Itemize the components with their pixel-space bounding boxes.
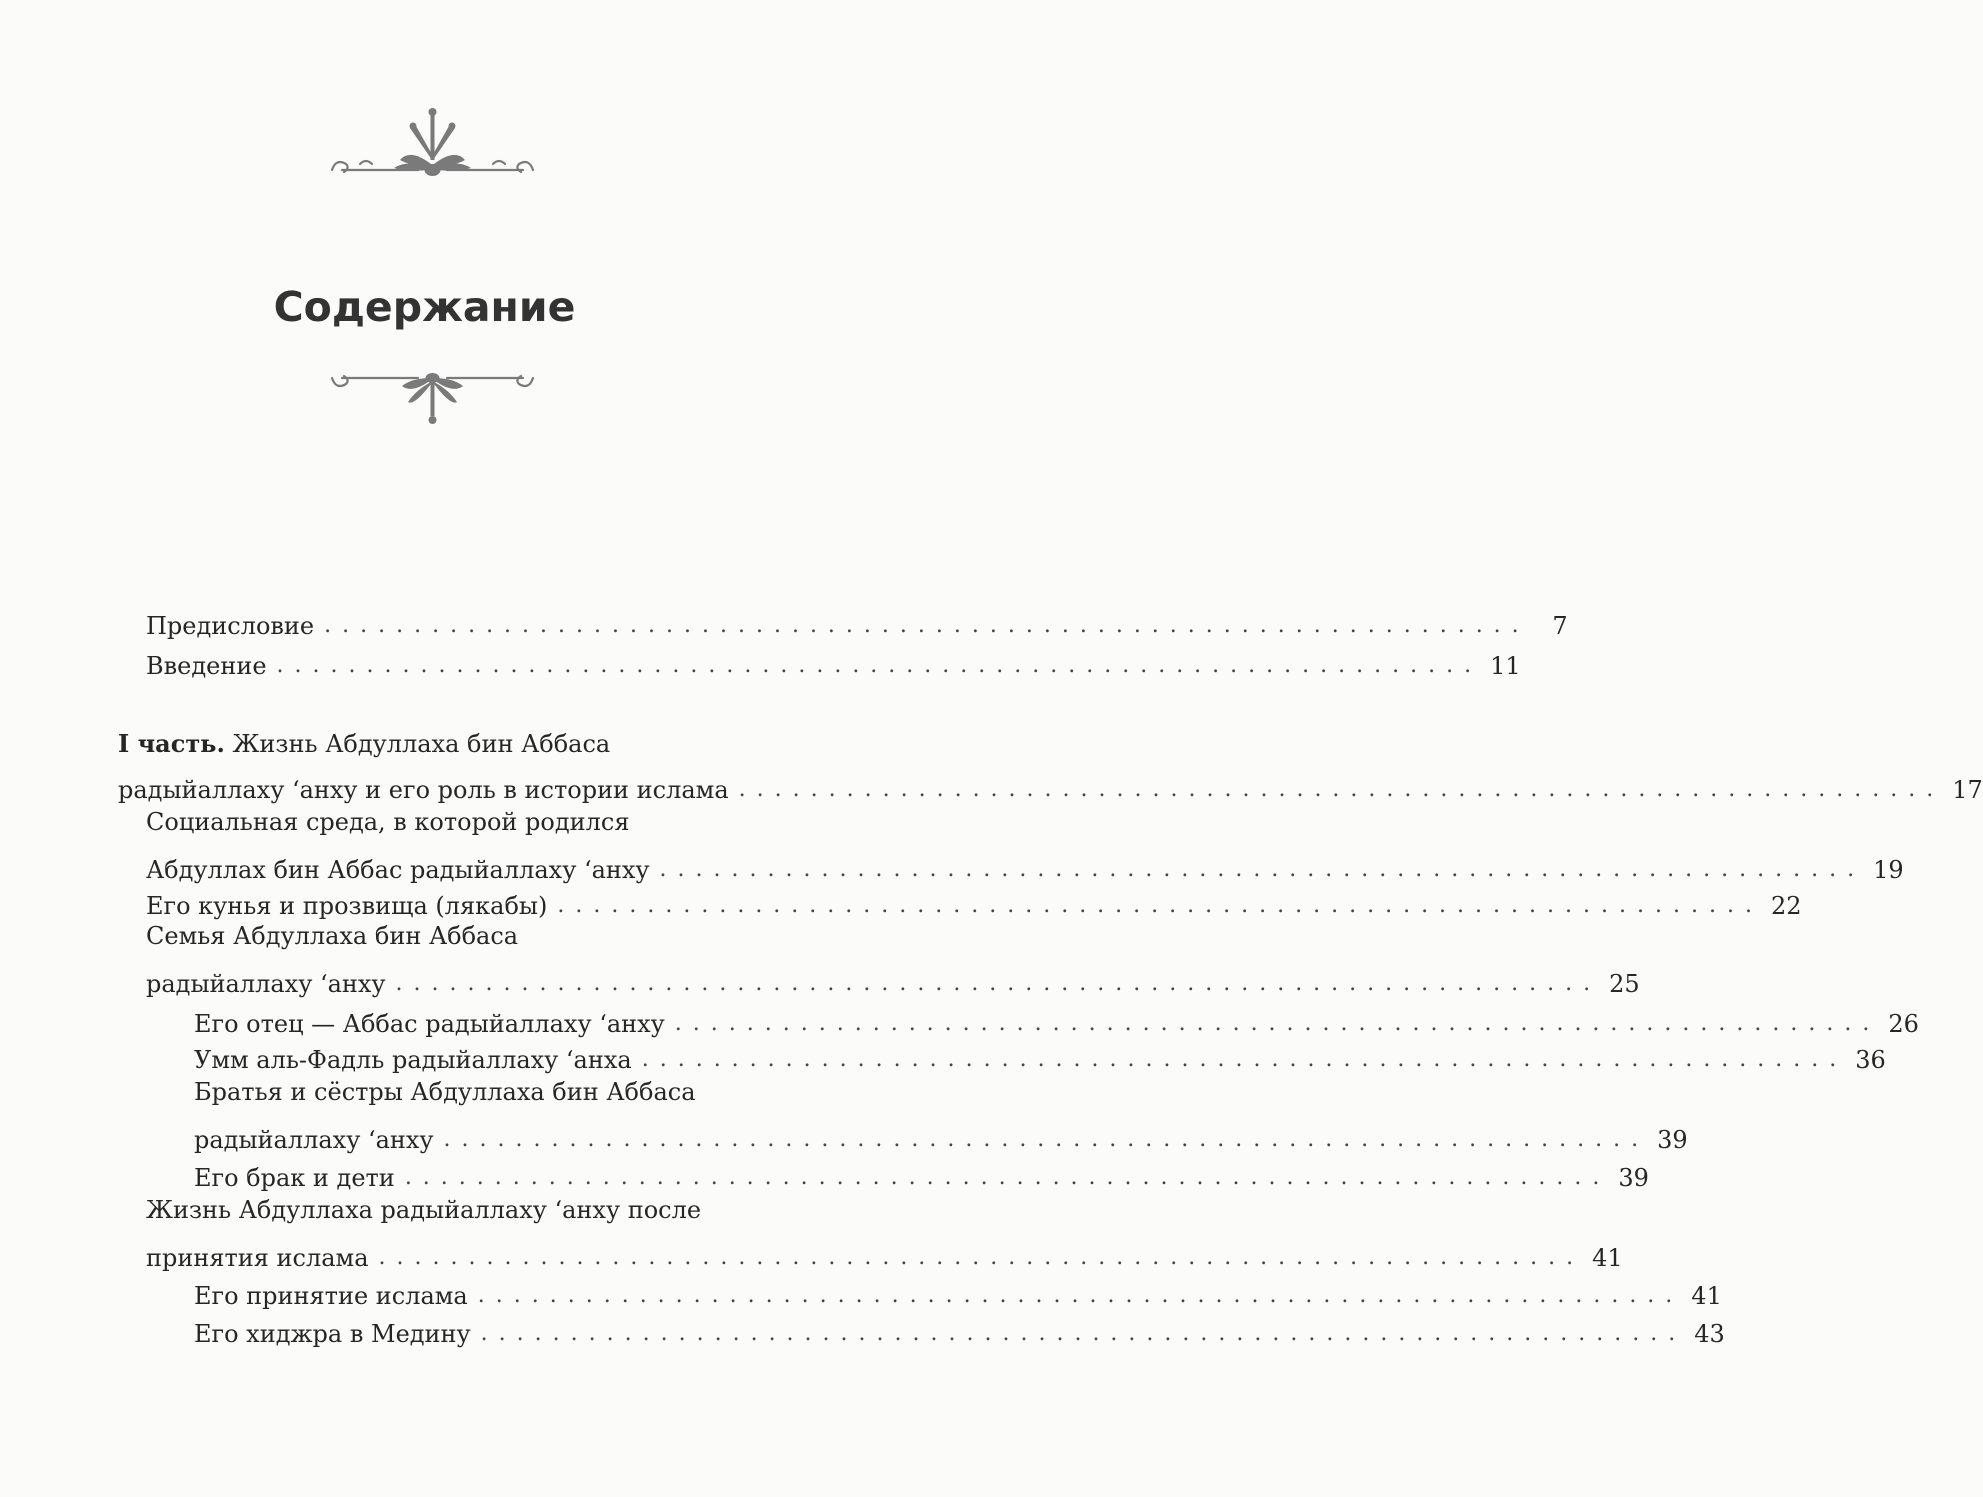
toc-entry-text: Его хиджра в Медину (194, 1320, 471, 1348)
toc-entry-part1[interactable] (118, 766, 1983, 806)
toc-page-number: 41 (1691, 1282, 1722, 1310)
toc-entry-text: Его брак и дети (194, 1164, 395, 1192)
toc-entry-sreda-heading[interactable] (146, 806, 797, 846)
toc-entry-zhizn[interactable] (146, 1234, 1623, 1274)
toc-page-number: 17 (1952, 776, 1983, 804)
toc-entry-part1-heading[interactable] (118, 728, 797, 768)
leader-dots: ................................................................... (659, 857, 1866, 882)
toc-entry-prinyatie[interactable] (194, 1272, 1722, 1312)
toc-entry-text: радыйаллаху ‘анху (194, 1126, 434, 1154)
toc-entry-predislovie[interactable] (146, 602, 1568, 642)
leader-dots: ................................................................... (674, 1011, 1881, 1036)
toc-entry-text: Его отец — Аббас радыйаллаху ‘анху (194, 1010, 665, 1038)
toc-page-number: 39 (1618, 1164, 1649, 1192)
toc-entry-bratya[interactable] (194, 1116, 1688, 1156)
leader-dots: ................................................................... (641, 1047, 1848, 1072)
toc-entry-text: Умм аль-Фадль радыйаллаху ‘анха (194, 1046, 632, 1074)
leader-dots: ................................................................... (443, 1127, 1650, 1152)
toc-page-number: 36 (1855, 1046, 1886, 1074)
leader-dots: ................................................................... (480, 1321, 1687, 1346)
toc-entry-umm[interactable] (194, 1036, 1886, 1076)
toc-entry-text: Жизнь Абдуллаха бин Аббаса (232, 730, 611, 758)
leader-dots: ................................................................... (557, 893, 1763, 918)
toc-page-number: 11 (1490, 652, 1521, 680)
leader-dots: ................................................................... (378, 1245, 1585, 1270)
toc-entry-sreda[interactable] (146, 846, 1904, 886)
toc-entry-text: радыйаллаху ‘анху и его роль в истории ислама (118, 776, 729, 804)
leader-dots: ................................................................... (324, 613, 1530, 638)
toc-entry-otec[interactable] (194, 1000, 1919, 1040)
toc-entry-text: Абдуллах бин Аббас радыйаллаху ‘анху (146, 856, 650, 884)
toc-entry-semya-heading[interactable] (146, 920, 797, 960)
toc-entry-zhizn-heading[interactable] (146, 1194, 797, 1234)
toc-page-number: 39 (1657, 1126, 1688, 1154)
toc-entry-text: Жизнь Абдуллаха радыйаллаху ‘анху после (146, 1196, 702, 1224)
leader-dots: ................................................................... (477, 1283, 1684, 1308)
toc-entry-bratya-heading[interactable] (194, 1076, 797, 1116)
part-label: I часть. (118, 729, 225, 758)
toc-entry-text: Социальная среда, в которой родился (146, 808, 630, 836)
toc-entry-text: принятия ислама (146, 1244, 369, 1272)
page-title: Содержание (273, 283, 576, 331)
toc-page-number: 7 (1552, 612, 1568, 640)
toc-entry-text: радыйаллаху ‘анху (146, 970, 386, 998)
toc-entry-text: Семья Абдуллаха бин Аббаса (146, 922, 519, 950)
toc-entry-text: Введение (146, 652, 267, 680)
toc-page-number: 25 (1609, 970, 1640, 998)
toc-page-number: 26 (1888, 1010, 1919, 1038)
toc-page-number: 22 (1770, 892, 1802, 920)
toc-page-number: 41 (1592, 1244, 1623, 1272)
leader-dots: ................................................................... (395, 971, 1602, 996)
toc-entry-text: Предисловие (146, 612, 315, 640)
leader-dots: ................................................................... (404, 1165, 1611, 1190)
leader-dots: ................................................................... (738, 777, 1945, 802)
toc-entry-text: Братья и сёстры Абдуллаха бин Аббаса (194, 1078, 696, 1106)
toc-entry-semya[interactable] (146, 960, 1640, 1000)
toc-entry-text: Его кунья и прозвища (лякабы) (146, 892, 548, 920)
toc-entry-hijra[interactable] (194, 1310, 1725, 1350)
toc-entry-brak[interactable] (194, 1154, 1649, 1194)
toc-page-number: 19 (1873, 856, 1904, 884)
toc-entry-kunya[interactable] (146, 882, 1802, 922)
toc-page-number: 43 (1694, 1320, 1725, 1348)
toc-entry-vvedenie[interactable] (146, 642, 1521, 682)
toc-entry-text: Его принятие ислама (194, 1282, 468, 1310)
leader-dots: ................................................................... (276, 653, 1483, 678)
